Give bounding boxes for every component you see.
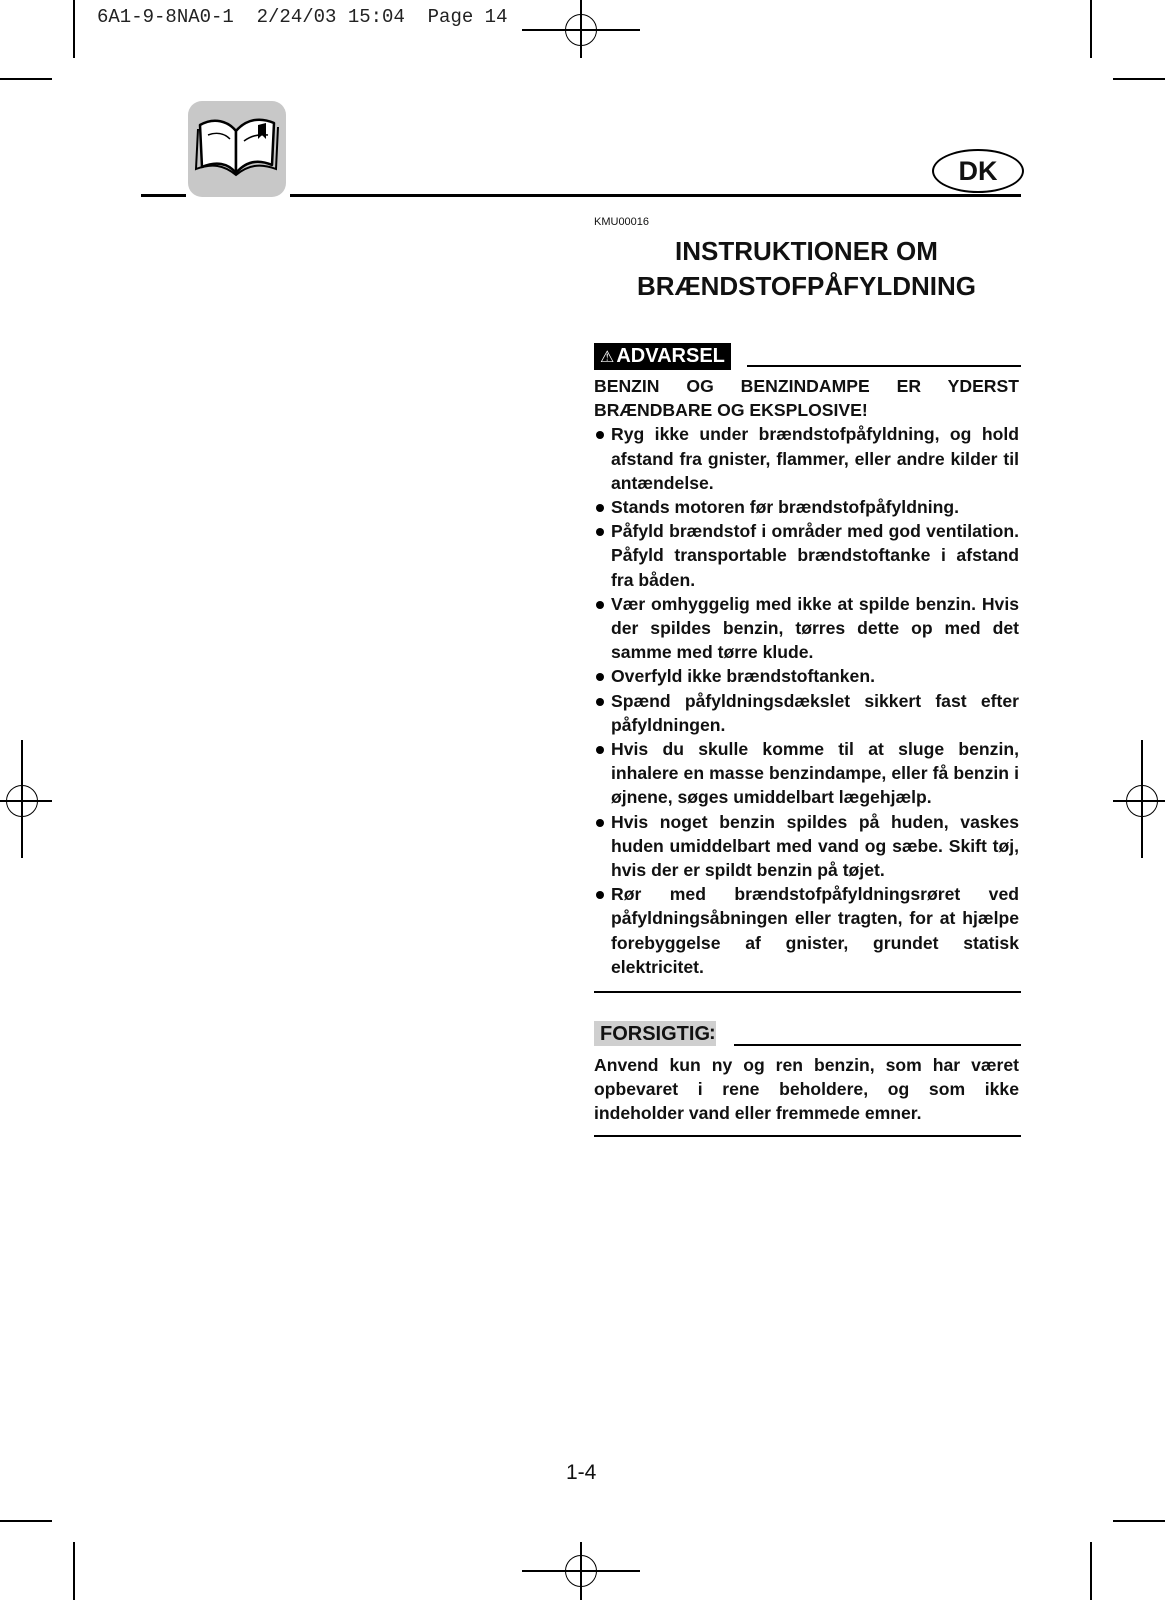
- warning-label: [594, 343, 731, 370]
- warning-end-rule: [594, 991, 1021, 993]
- caution-label-rule: [734, 1044, 1021, 1046]
- caution-text: Anvend kun ny og ren benzin, som har været opbevaret i rene beholdere, og som ikke indeholder vand eller fremmede emner.: [594, 1055, 1019, 1124]
- warning-list: [594, 422, 1019, 979]
- warning-item: Rør med brændstofpåfyldningsrøret ved påfyldningsåbningen eller tragten, for at hjælpe forebyggelse af gnister, grundet statisk elektricitet.: [594, 882, 1019, 979]
- caution-label: FORSIGTIG: [594, 1021, 716, 1046]
- warning-block: [594, 374, 1019, 979]
- open-book-icon: [188, 101, 286, 197]
- warning-item: Stands motoren før brændstofpåfyldning.: [594, 495, 1019, 519]
- warning-triangle-icon: ⚠: [600, 349, 615, 366]
- warning-lead: BENZIN OG BENZINDAMPE ER YDERST BRÆNDBARE OG EKSPLOSIVE!: [594, 376, 1019, 421]
- title-line-2: BRÆNDSTOFPÅFYLDNING: [637, 271, 976, 301]
- language-badge: DK: [932, 149, 1024, 193]
- warning-item: Vær omhyggelig med ikke at spilde benzin. Hvis der spildes benzin, tørres dette op med det samme med tørre klude.: [594, 592, 1019, 665]
- warning-item: Hvis noget benzin spildes på huden, vaskes huden umiddelbart med vand og sæbe. Skift tøj, hvis der er spildt benzin på tøjet.: [594, 810, 1019, 883]
- print-header: 6A1-9-8NA0-1 2/24/03 15:04 Page 14: [97, 6, 508, 28]
- warning-label-text: ADVARSEL: [616, 345, 725, 367]
- warning-item: Påfyld brændstof i områder med god ventilation. Påfyld transportable brændstoftanke i afstand fra båden.: [594, 519, 1019, 592]
- warning-item: Hvis du skulle komme til at sluge benzin, inhalere en masse benzindampe, eller få benzin i øjnene, søges umiddelbart lægehjælp.: [594, 737, 1019, 810]
- warning-item: Overfyld ikke brændstoftanken.: [594, 664, 1019, 688]
- title-line-1: INSTRUKTIONER OM: [675, 236, 938, 266]
- header-rule-right: [290, 194, 1021, 197]
- warning-item: Spænd påfyldningsdækslet sikkert fast efter påfyldningen.: [594, 689, 1019, 737]
- section-title: [594, 234, 1019, 304]
- page-number: 1-4: [566, 1461, 597, 1484]
- warning-label-rule: [747, 365, 1021, 367]
- header-rule-left: [141, 194, 186, 197]
- reference-code: KMU00016: [594, 216, 650, 228]
- warning-item: Ryg ikke under brændstofpåfyldning, og hold afstand fra gnister, flammer, eller andre kilder til antændelse.: [594, 422, 1019, 495]
- caution-end-rule: [594, 1135, 1021, 1137]
- caution-colon: :: [709, 1022, 716, 1044]
